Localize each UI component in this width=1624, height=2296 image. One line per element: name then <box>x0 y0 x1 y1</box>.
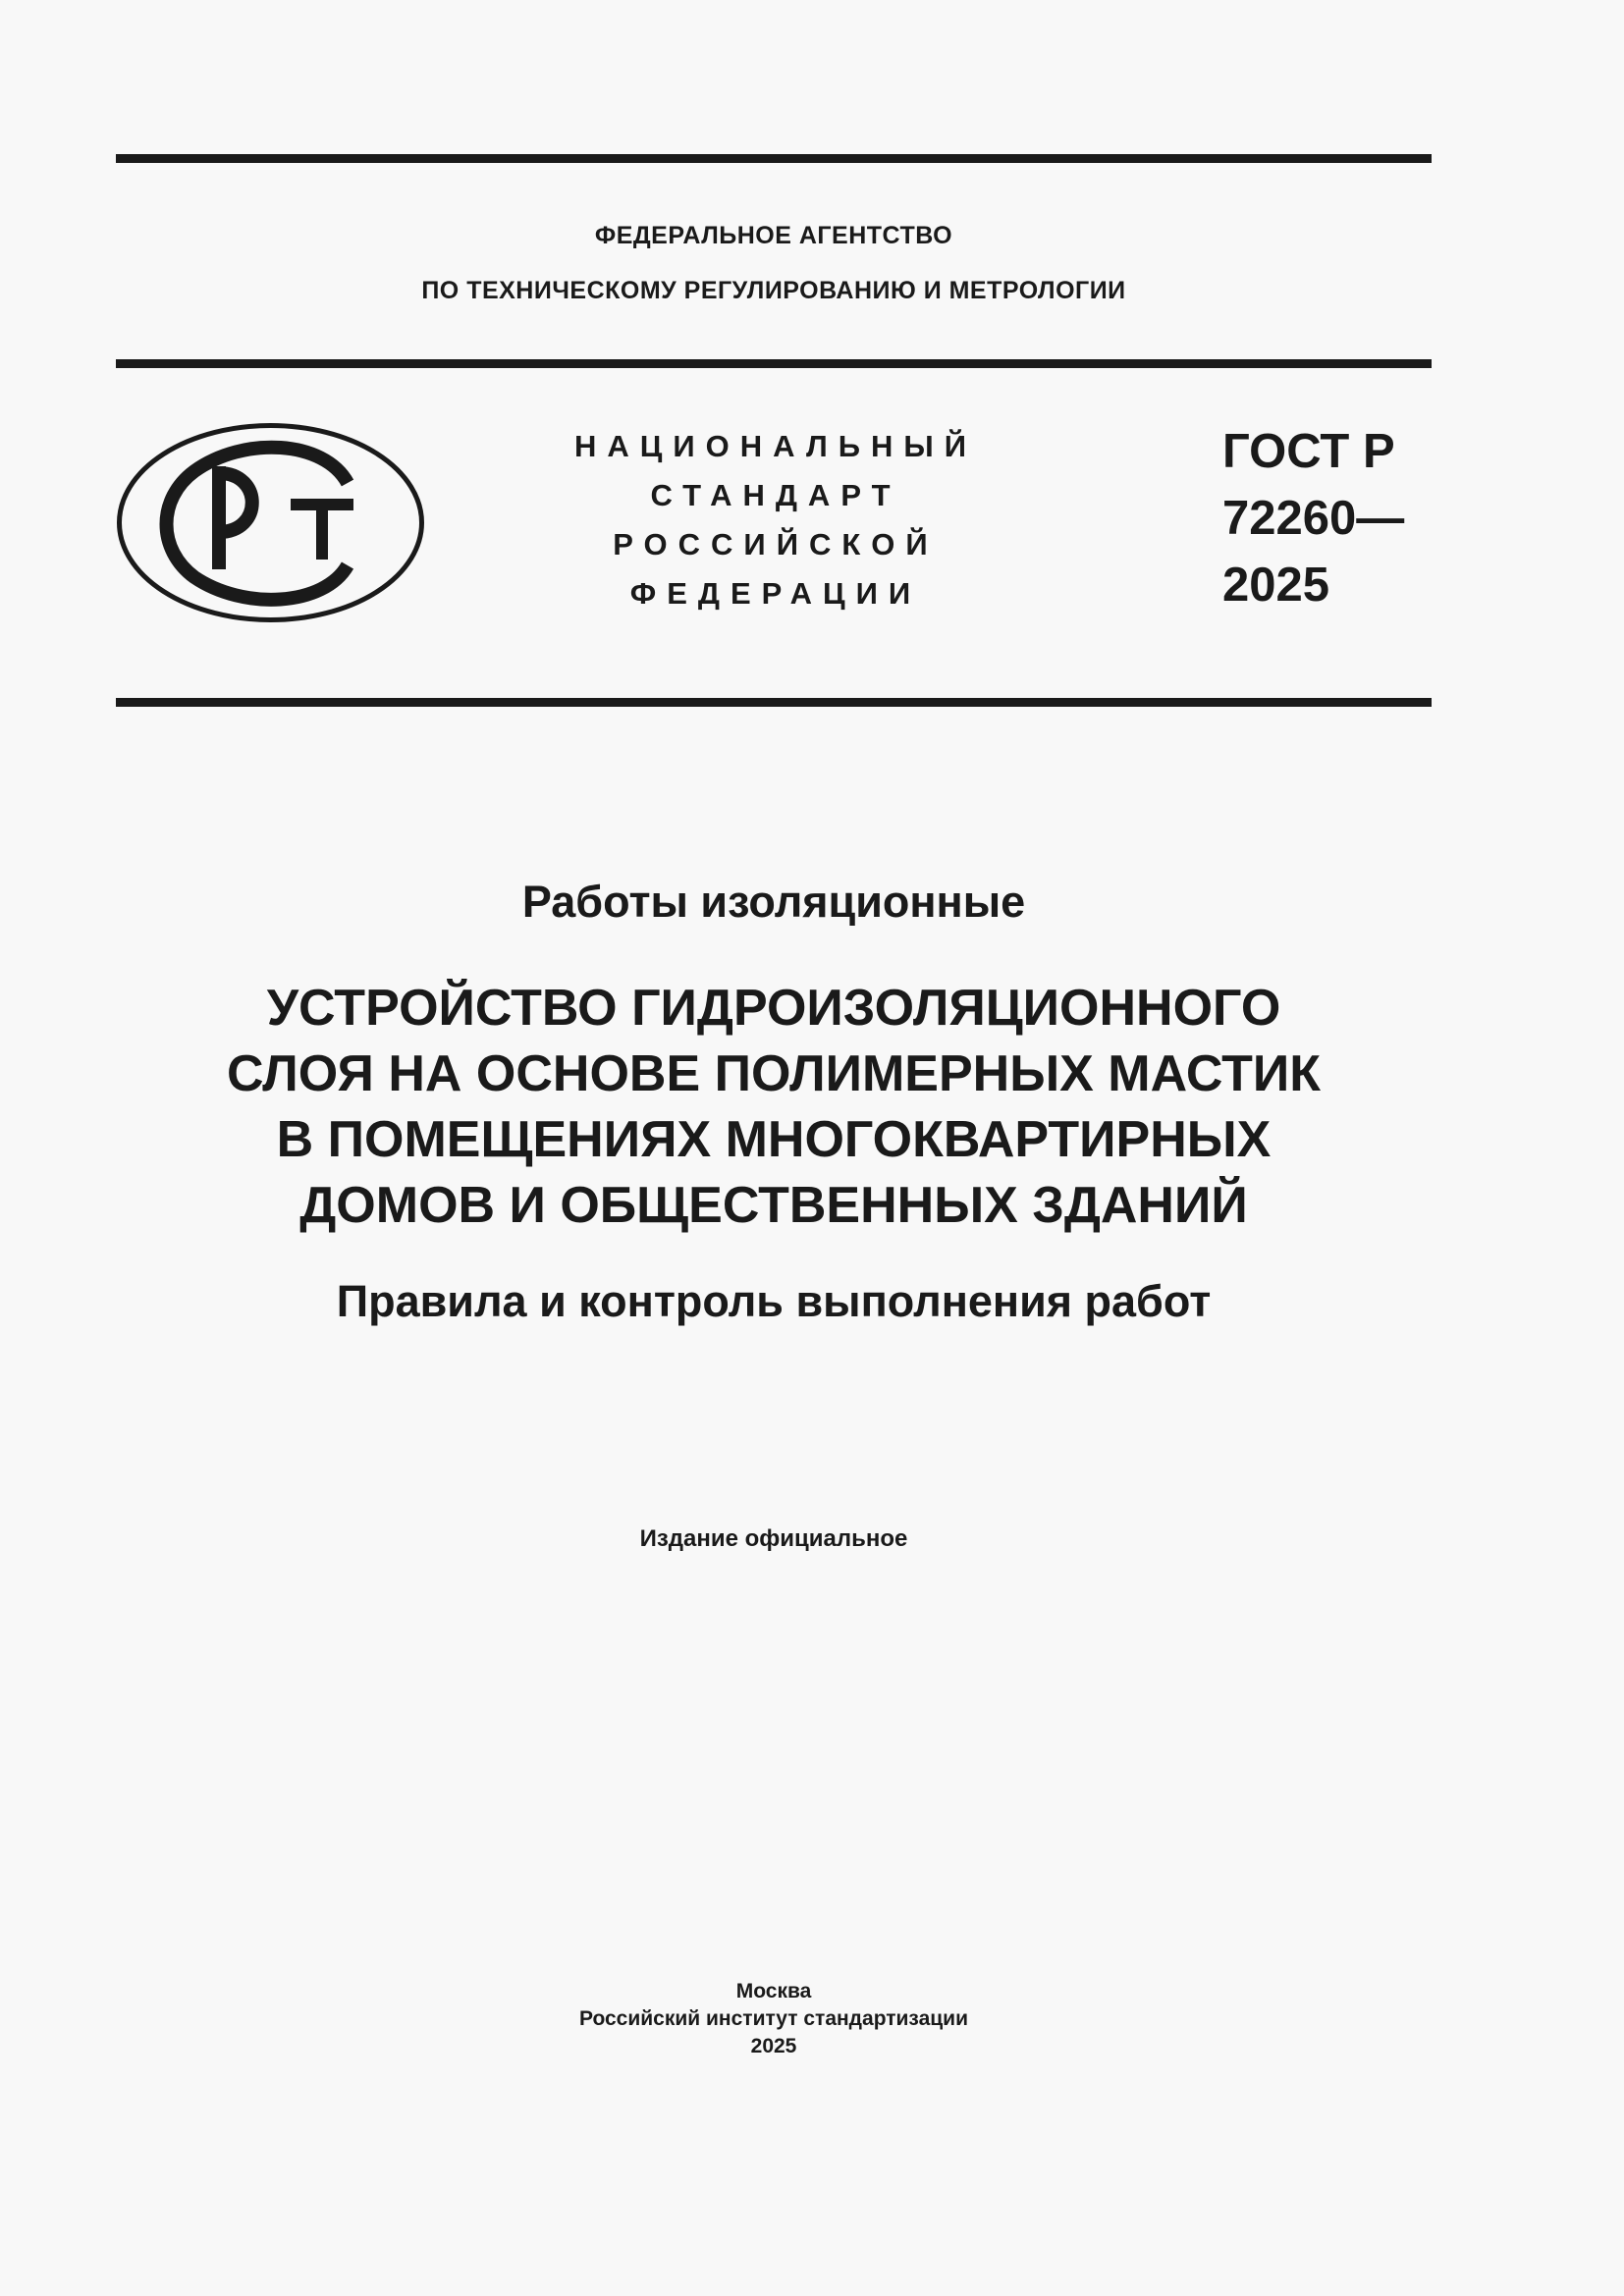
top-rule <box>116 154 1432 163</box>
standard-designation <box>1222 418 1404 618</box>
main-title-line2: СЛОЯ НА ОСНОВЕ ПОЛИМЕРНЫХ МАСТИК <box>227 1045 1321 1102</box>
header-bottom-rule <box>116 359 1432 368</box>
national-standard-line3: РОССИЙСКОЙ <box>613 527 939 561</box>
imprint-publisher: Российский институт стандартизации <box>578 2007 969 2030</box>
agency-name-line2: ПО ТЕХНИЧЕСКОМУ РЕГУЛИРОВАНИЮ И МЕТРОЛОГИИ <box>421 277 1126 304</box>
national-standard-line2: СТАНДАРТ <box>650 478 901 512</box>
designation-line1: ГОСТ Р <box>1222 425 1395 478</box>
imprint-year: 2025 <box>750 2035 797 2057</box>
imprint-city: Москва <box>735 1980 812 2002</box>
national-standard-label <box>550 422 1001 618</box>
designation-line3: 2025 <box>1222 559 1330 612</box>
designation-line2: 72260— <box>1222 492 1405 545</box>
designation-bottom-rule <box>116 698 1432 707</box>
rst-certification-mark-icon <box>116 422 425 623</box>
main-title-line1: УСТРОЙСТВО ГИДРОИЗОЛЯЦИОННОГО <box>266 980 1281 1037</box>
main-title-line4: ДОМОВ И ОБЩЕСТВЕННЫХ ЗДАНИЙ <box>299 1177 1248 1234</box>
national-standard-line1: НАЦИОНАЛЬНЫЙ <box>573 429 978 463</box>
main-title-line3: В ПОМЕЩЕНИЯХ МНОГОКВАРТИРНЫХ <box>276 1111 1272 1168</box>
agency-name-line1: ФЕДЕРАЛЬНОЕ АГЕНТСТВО <box>594 222 953 249</box>
edition-label: Издание официальное <box>639 1525 908 1552</box>
imprint <box>116 1978 1432 2060</box>
document-subtitle: Работы изоляционные <box>521 877 1026 927</box>
document-main-title <box>116 976 1432 1239</box>
national-standard-line4: ФЕДЕРАЦИИ <box>629 576 922 611</box>
document-title-rules: Правила и контроль выполнения работ <box>336 1276 1212 1326</box>
